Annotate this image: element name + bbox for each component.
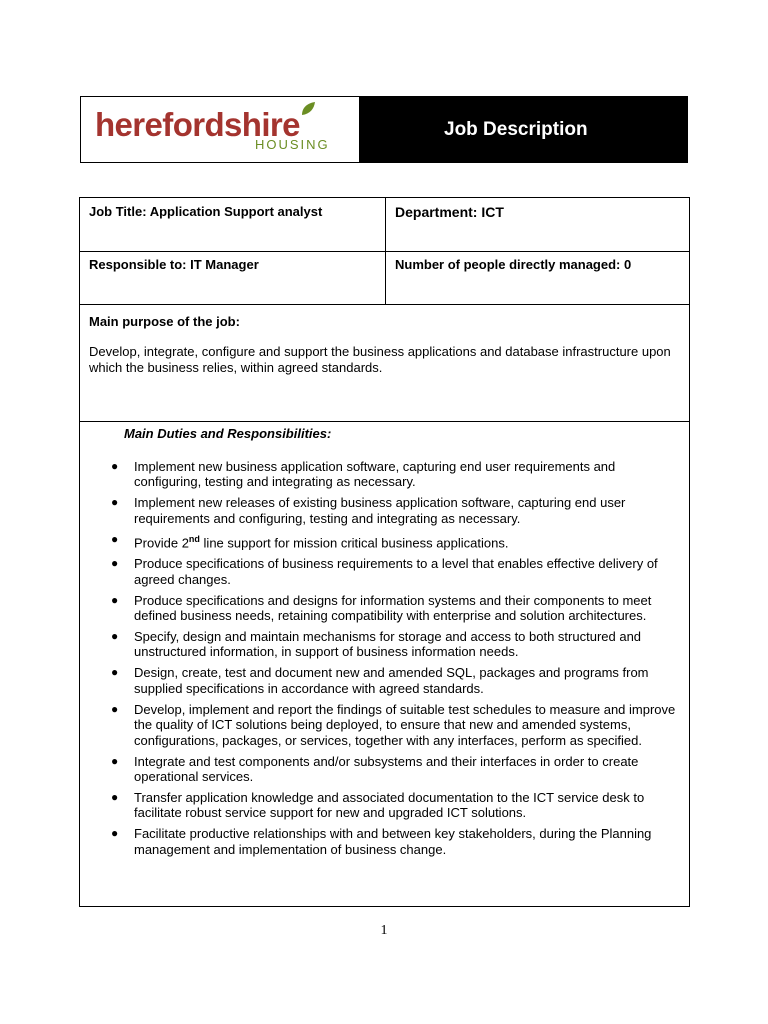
logo-wordmark: herefordshire (95, 106, 300, 143)
department-value: ICT (481, 204, 504, 220)
job-title-field (89, 204, 322, 219)
managed-label: Number of people directly managed: (395, 257, 621, 272)
list-item: ● Produce specifications of business requirements to a level that enables effective delivery of agreed changes. (111, 556, 658, 587)
job-description-table (79, 197, 690, 907)
page-title: Job Description (444, 119, 588, 140)
bullet-icon: ● (111, 628, 119, 643)
list-item: ● Integrate and test components and/or subsystems and their interfaces in order to create operational services. (111, 753, 639, 784)
list-item: ● Design, create, test and document new and amended SQL, packages and programs from supplied specifications in accordance with agreed standards. (111, 665, 649, 696)
department-label: Department: (395, 204, 478, 220)
purpose-heading: Main purpose of the job: (89, 314, 240, 329)
bullet-icon: ● (111, 459, 119, 473)
bullet-icon: ● (111, 531, 119, 546)
bullet-icon: ● (111, 701, 119, 716)
table-row (80, 198, 689, 252)
list-item: ● Produce specifications and designs for information systems and their components to meet defined business needs, retaining compatibility with enterprise and solution architectures. (111, 592, 652, 623)
department-field (395, 205, 504, 220)
logo (81, 97, 360, 162)
responsible-field (89, 257, 259, 272)
document-header (80, 96, 688, 163)
bullet-icon: ● (111, 753, 119, 768)
leaf-icon (300, 101, 316, 117)
managed-field (395, 257, 631, 272)
page-number: 1 (380, 923, 388, 938)
bullet-icon: ● (111, 665, 119, 680)
bullet-icon: ● (111, 592, 119, 607)
bullet-icon: ● (111, 495, 119, 510)
responsible-label: Responsible to: (89, 257, 187, 272)
list-item: ● Develop, implement and report the findings of suitable test schedules to measure and improve the quality of ICT solutions being deployed, to ensure that new and amended systems, configurations, packages, or services, together with any interfaces, perform as specified. (111, 701, 676, 748)
logo-subtitle: HOUSING (255, 137, 330, 152)
duties-section (80, 422, 689, 907)
list-item: ● Facilitate productive relationships with and between key stakeholders, during the Planning management and implementation of business change. (111, 826, 652, 857)
duties-heading: Main Duties and Responsibilities: (124, 426, 332, 441)
bullet-icon: ● (111, 789, 119, 804)
list-item: ● Specify, design and maintain mechanisms for storage and access to both structured and unstructured information, in support of business information needs. (111, 628, 642, 660)
duties-list (80, 459, 685, 863)
responsible-value: IT Manager (190, 257, 259, 272)
job-title-value: Application Support analyst (149, 204, 323, 219)
list-item: ● Implement new business application software, capturing end user requirements and configuring, testing and integrating as necessary. (111, 459, 616, 490)
list-item: ● Transfer application knowledge and associated documentation to the ICT service desk to facilitate robust service support for new and upgraded ICT solutions. (111, 789, 645, 821)
superscript: nd (188, 533, 200, 544)
list-item: ● Implement new releases of existing business application software, capturing end user requirements and configuring, testing and integrating as necessary. (111, 495, 626, 526)
bullet-icon: ● (111, 826, 119, 841)
managed-value: 0 (624, 257, 632, 272)
job-title-label: Job Title: (89, 204, 147, 219)
purpose-section (80, 305, 689, 422)
bullet-icon: ● (111, 556, 119, 571)
list-item: ● Provide 2nd line support for mission critical business applications. (111, 531, 509, 551)
header-title-cell (360, 97, 687, 162)
purpose-text: Develop, integrate, configure and support the business applications and database infrastructure upon which the business relies, within agreed standards. (89, 344, 671, 375)
table-row (80, 252, 689, 305)
